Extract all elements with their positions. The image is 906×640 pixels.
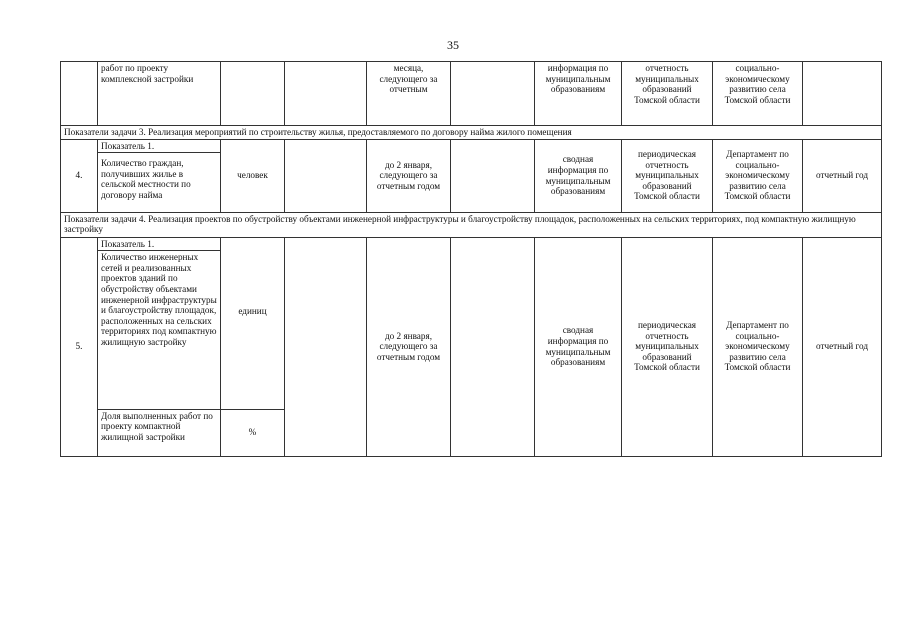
cell-deadline: до 2 января, следующего за отчетным годом xyxy=(367,139,451,212)
cell-unit: единиц xyxy=(221,237,285,409)
cell-method: сводная информация по муниципальным образованиям xyxy=(535,139,622,212)
cell-empty xyxy=(285,139,367,212)
table-row xyxy=(61,139,882,212)
cell-empty xyxy=(451,62,535,126)
cell-subunit: % xyxy=(221,409,285,456)
indicator-label: Показатель 1. xyxy=(98,140,220,154)
cell-responsible: Департамент по социально-экономическому развитию села Томской области xyxy=(713,139,803,212)
page-number: 35 xyxy=(447,38,459,52)
cell-responsible: социально-экономическому развитию села Томской области xyxy=(713,62,803,126)
cell-unit xyxy=(221,62,285,126)
cell-responsible: Департамент по социально-экономическому развитию села Томской области xyxy=(713,237,803,456)
cell-unit: человек xyxy=(221,139,285,212)
task4-header: Показатели задачи 4. Реализация проектов по обустройству объектами инженерной инфраструктуры и благоустройству площадок, расположенных на сельских территориях, под компактную жилищную застройку xyxy=(61,212,882,237)
cell-name xyxy=(98,139,221,212)
cell-num: 5. xyxy=(61,237,98,456)
cell-period: отчетный год xyxy=(803,237,882,456)
indicator-label: Показатель 1. xyxy=(98,238,220,252)
cell-subname: Доля выполненных работ по проекту компактной жилищной застройки xyxy=(98,409,221,456)
cell-period: отчетный год xyxy=(803,139,882,212)
cell-name: работ по проекту комплексной застройки xyxy=(98,62,221,126)
task3-header: Показатели задачи 3. Реализация мероприятий по строительству жилья, предоставляемого по договору найма жилого помещения xyxy=(61,126,882,140)
task-header-row xyxy=(61,126,882,140)
indicator-name: Количество инженерных сетей и реализованных проектов зданий по обустройству объектами инженерной инфраструктуры и благоустройству площадок, расположенных на сельских территориях под компактную жилищную застройку xyxy=(101,252,217,347)
cell-empty xyxy=(451,139,535,212)
cell-name xyxy=(98,237,221,409)
cell-period xyxy=(803,62,882,126)
table-row xyxy=(61,62,882,126)
task-header-row xyxy=(61,212,882,237)
cell-empty xyxy=(451,237,535,456)
cell-num: 4. xyxy=(61,139,98,212)
cell-method: информация по муниципальным образованиям xyxy=(535,62,622,126)
cell-empty xyxy=(285,62,367,126)
indicator-name: Количество граждан, получивших жилье в сельской местности по договору найма xyxy=(101,158,191,200)
table-row xyxy=(61,237,882,409)
indicators-table xyxy=(60,61,882,457)
cell-empty xyxy=(285,237,367,456)
cell-source: периодическая отчетность муниципальных образований Томской области xyxy=(622,139,713,212)
cell-deadline: до 2 января, следующего за отчетным годом xyxy=(367,237,451,456)
cell-method: сводная информация по муниципальным образованиям xyxy=(535,237,622,456)
cell-source: отчетность муниципальных образований Томской области xyxy=(622,62,713,126)
cell-num xyxy=(61,62,98,126)
cell-source: периодическая отчетность муниципальных образований Томской области xyxy=(622,237,713,456)
cell-deadline: месяца, следующего за отчетным xyxy=(367,62,451,126)
